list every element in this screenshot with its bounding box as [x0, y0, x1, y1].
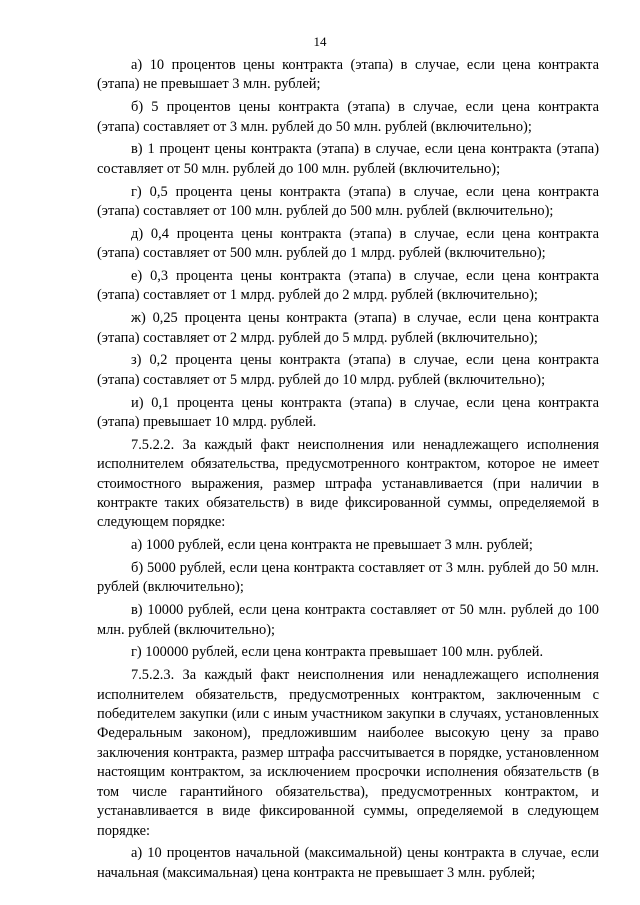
paragraph-g-100000-rubles: г) 100000 рублей, если цена контракта превышает 100 млн. рублей.: [131, 644, 544, 661]
paragraph-a-1000-rubles: а) 1000 рублей, если цена контракта не превышает 3 млн. рублей;: [131, 537, 533, 554]
page-number: 14: [313, 34, 327, 49]
paragraph-zh-0-25-percent: ж) 0,25 процента цены контракта (этапа) в случае, если цена контракта (этапа) составляет от 2 млрд. рублей до 5 млрд. рублей (включительно);: [97, 310, 599, 346]
document-body: [97, 56, 599, 887]
paragraph-e-0-3-percent: е) 0,3 процента цены контракта (этапа) в случае, если цена контракта (этапа) составляет от 1 млрд. рублей до 2 млрд. рублей (включительно);: [97, 268, 599, 304]
paragraph-a-10-percent: а) 10 процентов цены контракта (этапа) в случае, если цена контракта (этапа) не превышает 3 млн. рублей;: [97, 57, 599, 93]
paragraph-b-5-percent: б) 5 процентов цены контракта (этапа) в случае, если цена контракта (этапа) составляет от 3 млн. рублей до 50 млн. рублей (включительно);: [97, 99, 599, 135]
paragraph-z-0-2-percent: з) 0,2 процента цены контракта (этапа) в случае, если цена контракта (этапа) составляет от 5 млрд. рублей до 10 млрд. рублей (включительно);: [97, 352, 599, 388]
paragraph-g-0-5-percent: г) 0,5 процента цены контракта (этапа) в случае, если цена контракта (этапа) составляет от 100 млн. рублей до 500 млн. рублей (включительно);: [97, 183, 599, 220]
paragraph-v-1-percent: в) 1 процент цены контракта (этапа) в случае, если цена контракта (этапа) составляет от 50 млн. рублей до 100 млн. рублей (включительно);: [97, 141, 599, 177]
clause-7-5-2-2: 7.5.2.2. За каждый факт неисполнения или ненадлежащего исполнения исполнителем обязательства, предусмотренного контрактом, которое не имеет стоимостного выражения, размер штрафа устанавливается (при наличии в контракте таких обязательств) в виде фиксированной суммы, определяемой в следующем порядке:: [97, 436, 599, 531]
clause-7-5-2-3: 7.5.2.3. За каждый факт неисполнения или ненадлежащего исполнения исполнителем обязательств, предусмотренных контрактом, заключенным с победителем закупки (или с иным участником закупки в случаях, установленных Федеральным законом), предложившим наиболее высокую цену за право заключения контракта, размер штрафа рассчитывается в порядке, установленном настоящим контрактом, за исключением просрочки исполнения обязательств (в том числе гарантийного обязательства), предусмотренных контрактом, и устанавливается в виде фиксированной суммы, определяемой в следующем порядке:: [97, 667, 599, 839]
paragraph-i-0-1-percent: и) 0,1 процента цены контракта (этапа) в случае, если цена контракта (этапа) превышает 10 млрд. рублей.: [97, 394, 599, 431]
paragraph-b-5000-rubles: б) 5000 рублей, если цена контракта составляет от 3 млн. рублей до 50 млн. рублей (включительно);: [97, 560, 599, 596]
paragraph-a-10-percent-initial-price: а) 10 процентов начальной (максимальной) цены контракта в случае, если начальная (максимальная) цена контракта не превышает 3 млн. рублей;: [97, 845, 599, 881]
paragraph-v-10000-rubles: в) 10000 рублей, если цена контракта составляет от 50 млн. рублей до 100 млн. рублей (включительно);: [97, 602, 599, 638]
paragraph-d-0-4-percent: д) 0,4 процента цены контракта (этапа) в случае, если цена контракта (этапа) составляет от 500 млн. рублей до 1 млрд. рублей (включительно);: [97, 225, 599, 262]
